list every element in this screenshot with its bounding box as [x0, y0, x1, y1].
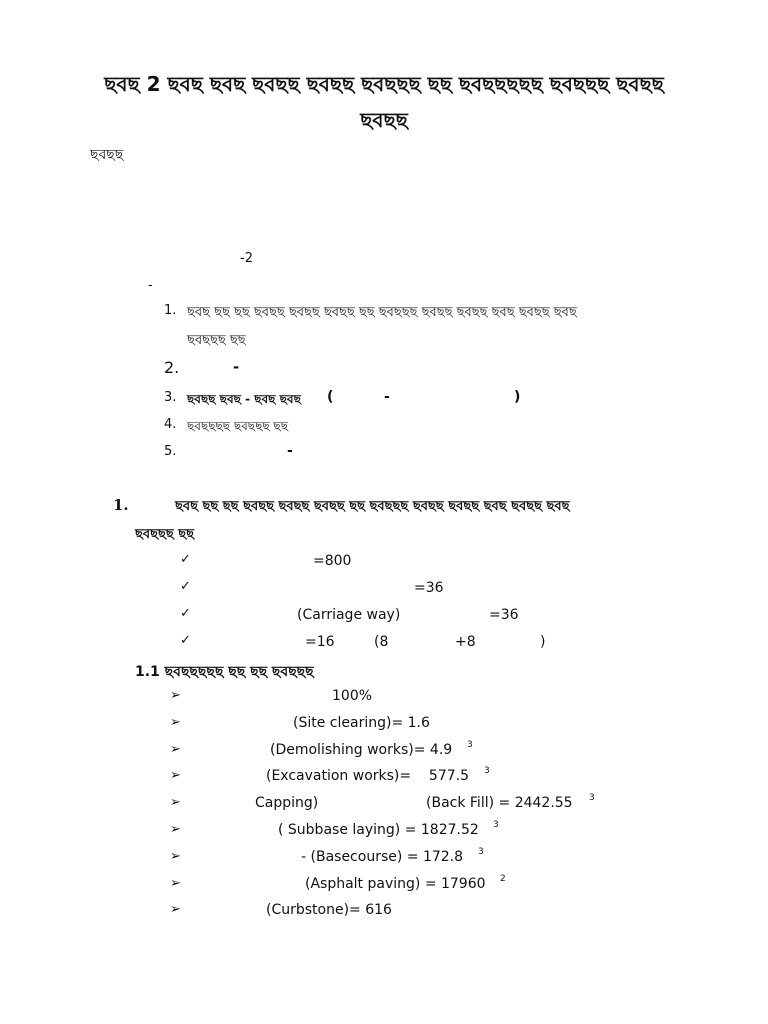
toc-item-3-paren-close: )	[514, 389, 521, 405]
toc-item-1-text-cont: ছবছছছ ছছ	[187, 333, 246, 348]
item-5-unit-sup: 3	[589, 793, 595, 803]
section-1-1-heading: 1.1 ছবছছছছছ ছছ ছছ ছবছছছ	[135, 664, 314, 680]
section-marker: -2	[240, 251, 253, 266]
title-line-1: ছবছ 2 ছবছ ছবছ ছবছছ ছবছছ ছবছছছ ছছ ছবছছছছছ ছবছছছ ছবছছ	[104, 72, 664, 96]
arrow-bullet-icon: ➢	[170, 688, 181, 703]
toc-item-3-mid: -	[384, 389, 390, 405]
section-1-heading-cont: ছবছছছ ছছ	[135, 527, 195, 542]
item-4-unit-sup: 3	[484, 766, 490, 776]
subtitle: ছবছছ	[90, 147, 124, 163]
item-7-text: - (Basecourse) = 172.8	[301, 849, 464, 865]
section-1-heading: ছবছ ছছ ছছ ছবছছ ছবছছ ছবছছ ছছ ছবছছছ ছবছছ ছবছছ ছবছ ছবছছ ছবছ	[175, 499, 570, 514]
toc-item-2-num: 2.	[164, 358, 180, 377]
arrow-bullet-icon: ➢	[170, 715, 181, 730]
arrow-bullet-icon: ➢	[170, 849, 181, 864]
arrow-bullet-icon: ➢	[170, 768, 181, 783]
check-icon: ✓	[180, 606, 191, 621]
toc-item-5-text: -	[287, 443, 293, 459]
toc-item-1-num: 1.	[164, 303, 177, 318]
toc-item-3-text: ছবছছ ছবছ - ছবছ ছবছ	[187, 392, 301, 406]
arrow-bullet-icon: ➢	[170, 795, 181, 810]
check-1-value: =800	[313, 553, 352, 569]
item-2-text: (Site clearing)= 1.6	[293, 715, 430, 731]
toc-item-2-text: -	[233, 358, 240, 376]
item-7-unit-sup: 3	[478, 847, 484, 857]
check-4-part-4: )	[540, 634, 546, 650]
check-4-part-2: (8	[374, 634, 389, 650]
arrow-bullet-icon: ➢	[170, 902, 181, 917]
item-4-text: (Excavation works)= 577.5	[266, 768, 469, 784]
toc-item-4-num: 4.	[164, 417, 177, 432]
arrow-bullet-icon: ➢	[170, 876, 181, 891]
section-1-num: 1.	[113, 496, 129, 514]
item-8-unit-sup: 2	[500, 874, 506, 884]
arrow-bullet-icon: ➢	[170, 742, 181, 757]
arrow-bullet-icon: ➢	[170, 822, 181, 837]
item-3-unit-sup: 3	[467, 740, 473, 750]
check-icon: ✓	[180, 579, 191, 594]
dash-marker: -	[148, 278, 153, 293]
toc-item-5-num: 5.	[164, 444, 177, 459]
item-8-text: (Asphalt paving) = 17960	[305, 876, 486, 892]
item-9-text: (Curbstone)= 616	[266, 902, 392, 918]
item-6-text: ( Subbase laying) = 1827.52	[278, 822, 479, 838]
check-2-value: =36	[414, 580, 444, 596]
check-icon: ✓	[180, 552, 191, 567]
check-4-part-3: +8	[455, 634, 476, 650]
item-3-text: (Demolishing works)= 4.9	[270, 742, 453, 758]
item-5-text: Capping)	[255, 795, 319, 811]
toc-item-1-text: ছবছ ছছ ছছ ছবছছ ছবছছ ছবছছ ছছ ছবছছছ ছবছছ ছবছছ ছবছ ছবছছ ছবছ	[187, 305, 577, 320]
toc-item-3-num: 3.	[164, 390, 177, 405]
check-3-label: (Carriage way)	[297, 607, 401, 623]
item-5-text-2: (Back Fill) = 2442.55	[426, 795, 573, 811]
check-3-value: =36	[489, 607, 519, 623]
title-line-2: ছবছছ	[360, 108, 408, 132]
toc-item-3-paren-open: (	[327, 389, 334, 405]
check-icon: ✓	[180, 633, 191, 648]
toc-item-4-text: ছবছছছছ ছবছছছ ছছ	[187, 419, 288, 433]
item-1-text: 100%	[332, 688, 373, 704]
check-4-value: =16	[305, 634, 335, 650]
page-title	[60, 66, 708, 138]
item-6-unit-sup: 3	[493, 820, 499, 830]
